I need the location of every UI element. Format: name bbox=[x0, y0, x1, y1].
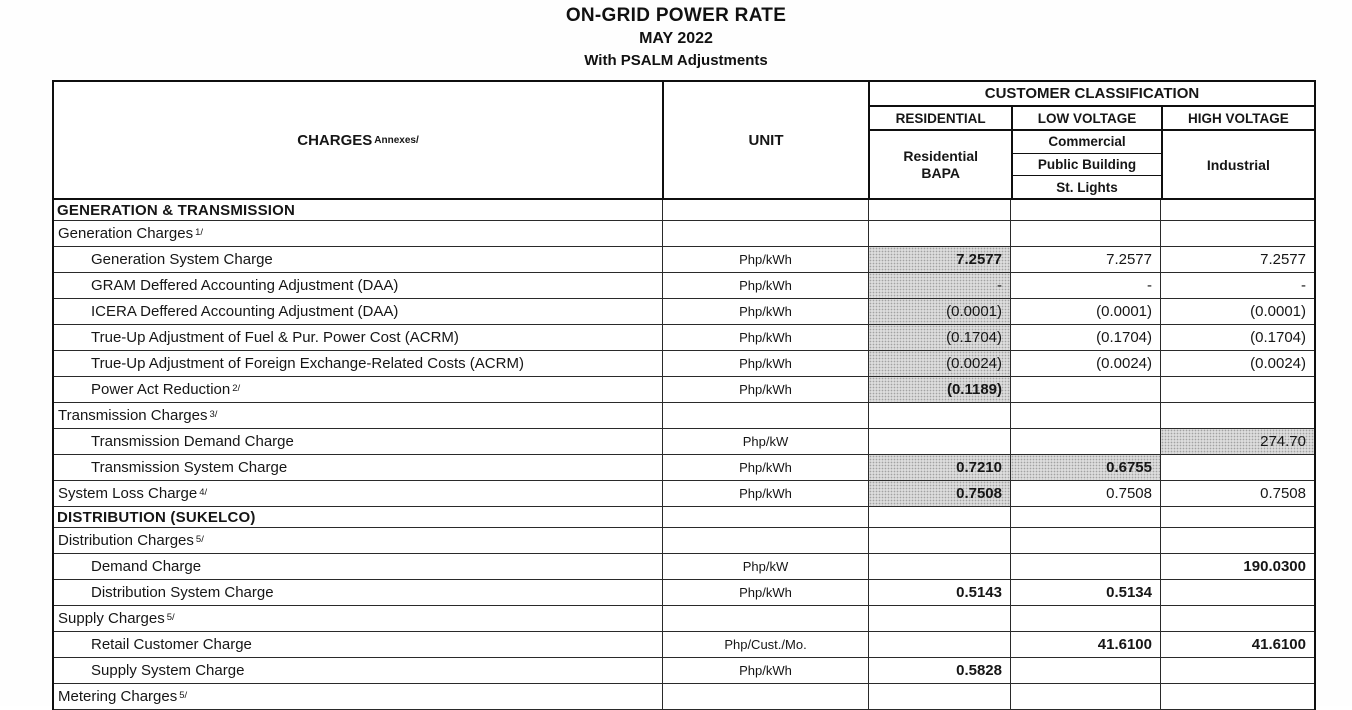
charge-label: DISTRIBUTION (SUKELCO) bbox=[57, 508, 256, 526]
charge-label-cell bbox=[54, 554, 662, 579]
page-subtitle-adjustments: With PSALM Adjustments bbox=[584, 52, 768, 69]
high-voltage-value-cell: 7.2577 bbox=[1160, 247, 1314, 272]
unit-cell: Php/kWh bbox=[662, 325, 868, 350]
residential-value-cell: 7.2577 bbox=[868, 247, 1010, 272]
charge-label-cell bbox=[54, 684, 662, 709]
high-voltage-value-cell bbox=[1160, 455, 1314, 480]
unit-cell bbox=[662, 528, 868, 553]
charge-footnote-superscript: 3/ bbox=[209, 409, 218, 420]
table-row bbox=[54, 684, 1314, 710]
unit-cell bbox=[662, 684, 868, 709]
charge-label: Supply Charges bbox=[58, 610, 165, 627]
residential-value-cell bbox=[868, 221, 1010, 246]
high-voltage-value-cell bbox=[1160, 221, 1314, 246]
high-voltage-value-cell bbox=[1160, 507, 1314, 527]
charge-label-cell bbox=[54, 200, 662, 220]
low-voltage-subheader-st-lights: St. Lights bbox=[1056, 179, 1118, 195]
residential-value-cell: 0.5143 bbox=[868, 580, 1010, 605]
residential-value-cell: (0.0024) bbox=[868, 351, 1010, 376]
table-row bbox=[54, 351, 1314, 377]
high-voltage-value-cell: (0.1704) bbox=[1160, 325, 1314, 350]
low-voltage-subheader-public-building: Public Building bbox=[1013, 154, 1160, 177]
unit-cell bbox=[662, 606, 868, 631]
low-voltage-value-cell: (0.0024) bbox=[1010, 351, 1160, 376]
charge-footnote-superscript: 5/ bbox=[166, 612, 175, 623]
residential-value-cell: - bbox=[868, 273, 1010, 298]
table-row bbox=[54, 658, 1314, 684]
charge-label: True-Up Adjustment of Foreign Exchange-Related Costs (ACRM) bbox=[91, 355, 524, 372]
low-voltage-value-cell bbox=[1010, 606, 1160, 631]
charge-label-cell bbox=[54, 606, 662, 631]
charge-label-cell bbox=[54, 658, 662, 683]
residential-value-cell bbox=[868, 684, 1010, 709]
residential-value-cell: (0.1189) bbox=[868, 377, 1010, 402]
charges-header-label: CHARGES bbox=[297, 131, 373, 149]
high-voltage-value-cell bbox=[1160, 684, 1314, 709]
residential-value-cell bbox=[868, 606, 1010, 631]
table-row bbox=[54, 429, 1314, 455]
charge-label: Retail Customer Charge bbox=[91, 636, 252, 653]
high-voltage-value-cell bbox=[1160, 580, 1314, 605]
residential-subheader-line2: BAPA bbox=[921, 164, 960, 181]
table-row bbox=[54, 247, 1314, 273]
residential-value-cell: 0.7210 bbox=[868, 455, 1010, 480]
charge-label-cell bbox=[54, 351, 662, 376]
customer-classification-header-group bbox=[868, 82, 1314, 198]
charge-label: Transmission System Charge bbox=[91, 459, 288, 476]
low-voltage-value-cell bbox=[1010, 554, 1160, 579]
high-voltage-value-cell bbox=[1160, 528, 1314, 553]
low-voltage-subheader-commercial: Commercial bbox=[1013, 131, 1160, 154]
power-rate-table bbox=[52, 80, 1316, 710]
high-voltage-value-cell: 190.0300 bbox=[1160, 554, 1314, 579]
charge-label: Distribution System Charge bbox=[91, 584, 274, 601]
high-voltage-value-cell bbox=[1160, 606, 1314, 631]
residential-subheader bbox=[870, 131, 1011, 198]
low-voltage-value-cell bbox=[1010, 403, 1160, 428]
table-header bbox=[54, 82, 1314, 200]
residential-subheader-line1: Residential bbox=[903, 147, 979, 164]
unit-cell: Php/kW bbox=[662, 429, 868, 454]
table-row bbox=[54, 481, 1314, 507]
high-voltage-value-cell bbox=[1160, 403, 1314, 428]
high-voltage-subheader: Industrial bbox=[1161, 131, 1314, 198]
charge-label: ICERA Deffered Accounting Adjustment (DAA) bbox=[91, 303, 399, 320]
high-voltage-value-cell: 41.6100 bbox=[1160, 632, 1314, 657]
table-row bbox=[54, 528, 1314, 554]
unit-cell bbox=[662, 403, 868, 428]
unit-cell: Php/kWh bbox=[662, 247, 868, 272]
unit-column-header: UNIT bbox=[662, 82, 868, 198]
charge-label-cell bbox=[54, 528, 662, 553]
high-voltage-value-cell bbox=[1160, 377, 1314, 402]
unit-cell: Php/kWh bbox=[662, 377, 868, 402]
high-voltage-value-cell bbox=[1160, 658, 1314, 683]
residential-value-cell bbox=[868, 528, 1010, 553]
low-voltage-value-cell: (0.0001) bbox=[1010, 299, 1160, 324]
unit-cell: Php/kWh bbox=[662, 658, 868, 683]
table-body bbox=[54, 200, 1314, 710]
charge-label-cell bbox=[54, 481, 662, 506]
low-voltage-value-cell bbox=[1010, 429, 1160, 454]
charge-label-cell bbox=[54, 632, 662, 657]
charges-column-header bbox=[54, 82, 662, 198]
charge-footnote-superscript: 2/ bbox=[232, 383, 241, 394]
classification-columns bbox=[870, 107, 1314, 131]
unit-cell: Php/kWh bbox=[662, 299, 868, 324]
classification-subheaders bbox=[870, 131, 1314, 198]
high-voltage-value-cell: 0.7508 bbox=[1160, 481, 1314, 506]
table-row bbox=[54, 221, 1314, 247]
low-voltage-column-header: LOW VOLTAGE bbox=[1011, 107, 1160, 129]
low-voltage-value-cell: 0.7508 bbox=[1010, 481, 1160, 506]
unit-cell bbox=[662, 507, 868, 527]
table-row bbox=[54, 554, 1314, 580]
charge-label: Transmission Charges bbox=[58, 407, 208, 424]
low-voltage-value-cell bbox=[1010, 507, 1160, 527]
table-row bbox=[54, 507, 1314, 528]
unit-cell bbox=[662, 221, 868, 246]
unit-cell bbox=[662, 200, 868, 220]
charge-label: Generation Charges bbox=[58, 225, 194, 242]
low-voltage-value-cell: 0.6755 bbox=[1010, 455, 1160, 480]
charge-label-cell bbox=[54, 455, 662, 480]
charge-label: GENERATION & TRANSMISSION bbox=[57, 201, 296, 219]
low-voltage-value-cell: 7.2577 bbox=[1010, 247, 1160, 272]
table-row bbox=[54, 299, 1314, 325]
unit-cell: Php/kWh bbox=[662, 580, 868, 605]
residential-value-cell: (0.0001) bbox=[868, 299, 1010, 324]
charge-label: True-Up Adjustment of Fuel & Pur. Power Cost (ACRM) bbox=[91, 329, 459, 346]
high-voltage-value-cell bbox=[1160, 200, 1314, 220]
charge-label: Generation System Charge bbox=[91, 251, 273, 268]
high-voltage-column-header: HIGH VOLTAGE bbox=[1161, 107, 1314, 129]
charge-label: Transmission Demand Charge bbox=[91, 433, 294, 450]
residential-value-cell bbox=[868, 554, 1010, 579]
charge-label-cell bbox=[54, 221, 662, 246]
charge-label-cell bbox=[54, 429, 662, 454]
high-voltage-value-cell: (0.0024) bbox=[1160, 351, 1314, 376]
charge-label-cell bbox=[54, 377, 662, 402]
residential-column-header: RESIDENTIAL bbox=[895, 110, 986, 126]
residential-value-cell bbox=[868, 403, 1010, 428]
unit-cell: Php/kWh bbox=[662, 351, 868, 376]
low-voltage-value-cell bbox=[1010, 377, 1160, 402]
table-row bbox=[54, 273, 1314, 299]
table-row bbox=[54, 325, 1314, 351]
low-voltage-value-cell bbox=[1010, 684, 1160, 709]
charge-footnote-superscript: 5/ bbox=[195, 534, 204, 545]
charge-label-cell bbox=[54, 507, 662, 527]
low-voltage-value-cell bbox=[1010, 658, 1160, 683]
low-voltage-value-cell: 41.6100 bbox=[1010, 632, 1160, 657]
unit-cell: Php/kW bbox=[662, 554, 868, 579]
charge-label: Distribution Charges bbox=[58, 532, 194, 549]
residential-value-cell bbox=[868, 507, 1010, 527]
charge-label-cell bbox=[54, 580, 662, 605]
residential-value-cell bbox=[868, 429, 1010, 454]
table-row bbox=[54, 377, 1314, 403]
table-row bbox=[54, 632, 1314, 658]
high-voltage-value-cell: (0.0001) bbox=[1160, 299, 1314, 324]
low-voltage-value-cell: (0.1704) bbox=[1010, 325, 1160, 350]
table-row bbox=[54, 606, 1314, 632]
unit-cell: Php/kWh bbox=[662, 481, 868, 506]
charge-label-cell bbox=[54, 299, 662, 324]
charge-footnote-superscript: 4/ bbox=[199, 487, 208, 498]
residential-value-cell bbox=[868, 200, 1010, 220]
customer-classification-header: CUSTOMER CLASSIFICATION bbox=[870, 82, 1314, 107]
charge-label: System Loss Charge bbox=[58, 485, 198, 502]
charge-footnote-superscript: 1/ bbox=[195, 227, 204, 238]
charge-label-cell bbox=[54, 247, 662, 272]
residential-value-cell: 0.5828 bbox=[868, 658, 1010, 683]
table-row bbox=[54, 455, 1314, 481]
residential-value-cell bbox=[868, 632, 1010, 657]
low-voltage-value-cell: - bbox=[1010, 273, 1160, 298]
high-voltage-value-cell: 274.70 bbox=[1160, 429, 1314, 454]
table-row bbox=[54, 580, 1314, 606]
high-voltage-value-cell: - bbox=[1160, 273, 1314, 298]
low-voltage-value-cell bbox=[1010, 528, 1160, 553]
charge-label: GRAM Deffered Accounting Adjustment (DAA) bbox=[91, 277, 399, 294]
residential-value-cell: (0.1704) bbox=[868, 325, 1010, 350]
page-subtitle-month: MAY 2022 bbox=[639, 30, 713, 47]
low-voltage-value-cell bbox=[1010, 200, 1160, 220]
charge-label-cell bbox=[54, 325, 662, 350]
charge-label: Power Act Reduction bbox=[91, 381, 231, 398]
page-title: ON-GRID POWER RATE bbox=[565, 5, 787, 26]
unit-cell: Php/kWh bbox=[662, 273, 868, 298]
residential-value-cell: 0.7508 bbox=[868, 481, 1010, 506]
low-voltage-value-cell: 0.5134 bbox=[1010, 580, 1160, 605]
table-row bbox=[54, 403, 1314, 429]
charge-label: Demand Charge bbox=[91, 558, 202, 575]
charge-footnote-superscript: 5/ bbox=[179, 690, 188, 701]
charge-label: Supply System Charge bbox=[91, 662, 245, 679]
charge-label: Metering Charges bbox=[58, 688, 178, 705]
document-title-block bbox=[0, 5, 1352, 69]
low-voltage-value-cell bbox=[1010, 221, 1160, 246]
unit-cell: Php/Cust./Mo. bbox=[662, 632, 868, 657]
low-voltage-subheaders bbox=[1011, 131, 1160, 198]
charge-label-cell bbox=[54, 273, 662, 298]
table-row bbox=[54, 200, 1314, 221]
charges-header-superscript: Annexes/ bbox=[374, 134, 419, 146]
unit-cell: Php/kWh bbox=[662, 455, 868, 480]
charge-label-cell bbox=[54, 403, 662, 428]
